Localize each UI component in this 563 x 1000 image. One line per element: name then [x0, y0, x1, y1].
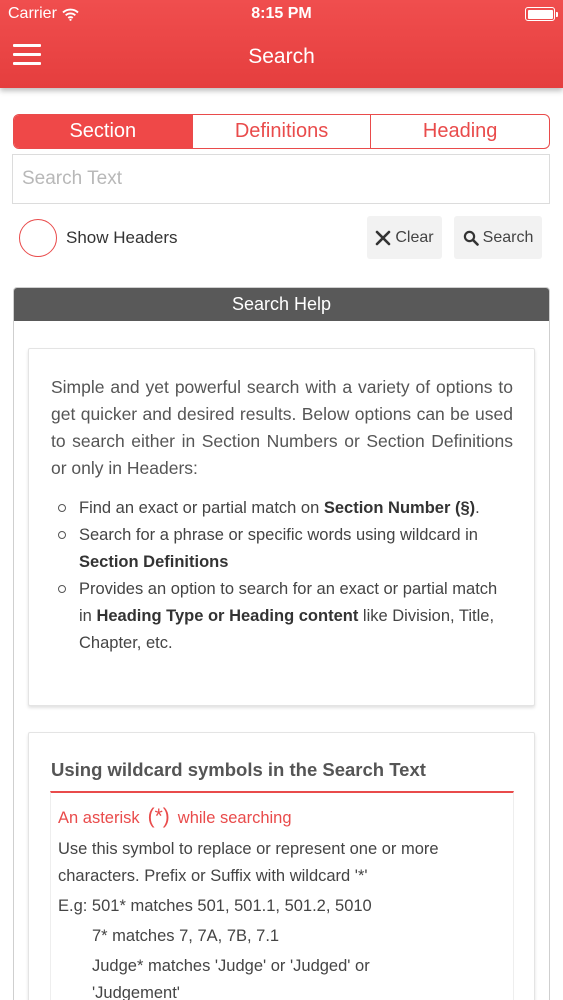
wildcard-help-card — [28, 732, 535, 1000]
show-headers-label: Show Headers — [66, 228, 178, 247]
close-icon — [375, 230, 391, 246]
search-help-header: Search Help — [14, 288, 549, 321]
list-item: Search for a phrase or specific words using wildcard in Section Definitions — [55, 522, 507, 576]
status-bar — [0, 0, 563, 30]
show-headers-toggle[interactable] — [19, 219, 178, 257]
asterisk-section — [50, 791, 514, 1000]
navigation-bar — [0, 0, 563, 88]
tab-heading[interactable]: Heading — [370, 115, 549, 148]
asterisk-example-1: E.g: 501* matches 501, 501.1, 501.2, 5010 — [58, 897, 372, 915]
search-scope-segmented-control — [13, 114, 550, 149]
list-item: Provides an option to search for an exact or partial match in Heading Type or Heading content like Division, Title, Chapter, etc. — [55, 576, 507, 657]
asterisk-title: An asterisk (*) while searching — [58, 805, 292, 828]
tab-section[interactable]: Section — [14, 115, 192, 148]
asterisk-example-2: 7* matches 7, 7A, 7B, 7.1 — [92, 927, 280, 945]
show-headers-radio[interactable] — [19, 219, 57, 257]
search-input[interactable] — [12, 154, 550, 204]
status-time: 8:15 PM — [251, 5, 312, 22]
page-title: Search — [248, 45, 315, 68]
wildcard-title: Using wildcard symbols in the Search Text — [51, 759, 426, 780]
search-help-list — [55, 495, 507, 657]
clear-button-label: Clear — [395, 228, 434, 246]
tab-definitions[interactable]: Definitions — [192, 115, 371, 148]
search-help-card — [28, 348, 535, 706]
search-button-label: Search — [482, 228, 534, 246]
asterisk-symbol: (*) — [147, 805, 170, 828]
asterisk-description: Use this symbol to replace or represent one or more characters. Prefix or Suffix with wildcard '*' — [58, 840, 439, 885]
asterisk-example-3: Judge* matches 'Judge' or 'Judged' or 'Judgement' — [92, 957, 370, 1000]
search-help-panel — [13, 287, 550, 1000]
list-item: Find an exact or partial match on Section Number (§). — [55, 495, 507, 522]
search-icon — [463, 230, 479, 246]
search-button[interactable] — [454, 216, 542, 259]
clear-button[interactable] — [367, 216, 442, 259]
battery-icon — [525, 7, 555, 21]
carrier-label: Carrier — [8, 5, 57, 22]
search-help-intro: Simple and yet powerful search with a variety of options to get quicker and desired results. Below options can be used to search either in Section Numbers or Section Definitions or only in Headers: — [51, 377, 513, 478]
